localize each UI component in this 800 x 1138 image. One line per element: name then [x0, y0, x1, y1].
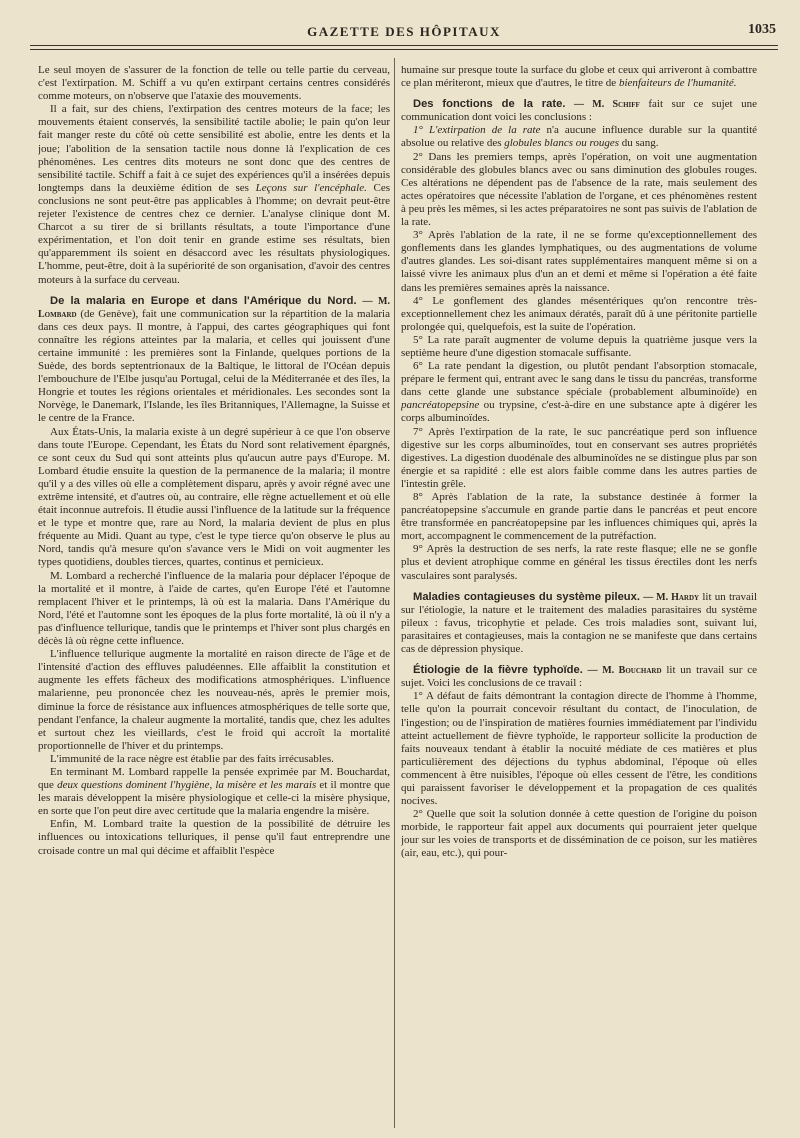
- section-rate: Des fonctions de la rate. — M. Schiff fait sur ce sujet une communication dont voici les conclusions :: [401, 98, 757, 124]
- header-rule: [30, 45, 778, 46]
- page-number: 1035: [748, 22, 776, 37]
- paragraph: L'immunité de la race nègre est établie par des faits irrécusables.: [50, 752, 334, 765]
- journal-title: GAZETTE DES HÔPITAUX: [307, 24, 501, 39]
- author: — M. Schiff: [573, 99, 640, 111]
- left-column: [38, 64, 390, 1129]
- column-separator: [394, 58, 395, 1128]
- right-column: [401, 64, 757, 1129]
- section-malaria: De la malaria en Europe et dans l'Amérique du Nord. — M. Lombard (de Genève), fait une communication sur la répartition de la malaria dans ces deux pays. Il montre, à l'appui, des cartes géographiques qui font connaître les régions atteintes par la malaria, et celles qui jouissent d'une certaine immunité : les premières sont la Finlande, quelques portions de la Suède, des bords septentrionaux de la Baltique, le littoral de l'Océan depuis l'embouchure de l'Elbe jusqu'au Portugal, celui de la Méditerranée et des îles, la Hongrie et toutes les régions orientales et méridionales. Les secondes sont la Norvège, le Danemark, l'Islande, les îles Britanniques, l'Allemagne, la Suisse et le centre de la France.: [38, 294, 390, 425]
- paragraph: Aux États-Unis, la malaria existe à un degré supérieur à ce que l'on observe dans toute l'Europe. Cependant, les États du Nord sont relativement épargnés, ce sont ceux du Sud qui sont atteints plus qu'aucun autre pays d'Europe. M. Lombard étudie ensuite la question de la permanence de la malaria; il montre qu'il y a des villes où elle a complètement disparu, après y avoir régné avec une extrême intensité, et d'autres où, au contraire, elle règne actuellement et où elle était inconnue autrefois. Il étudie aussi l'influence de la latitude sur la fréquence et le type et montre que, rare au Nord, la malaria devient de plus en plus fréquente au Midi. Quant au type, c'est le type tierce qu'on observe le plus au Nord, tandis qu'à mesure qu'on s'avance vers le Midi on voit augmenter les types quotidiens, doubles tierces, quartes, continus et pernicieux.: [38, 425, 390, 569]
- section-title: Étiologie de la fièvre typhoïde.: [413, 664, 583, 677]
- author: — M. Lombard: [38, 295, 390, 320]
- conclusion-item: 4° Le gonflement des glandes mésentériques qu'on rencontre très-exceptionnellement chez les animaux dératés, paraît dû à une péritonite partielle prolongée qui, quelquefois, est la suite de l'opération.: [401, 294, 757, 333]
- header-rule-thin: [30, 49, 778, 50]
- conclusion-item: 5° La rate paraît augmenter de volume depuis la quatrième jusque vers la septième heure d'une digestion stomacale suffisante.: [401, 333, 757, 359]
- conclusion-item: 7° Après l'extirpation de la rate, le suc pancréatique perd son influence digestive sur les corps albuminoïdes, tout en conservant ses autres propriétés digestives. La digestion duodénale des albuminoïdes ne se distingue plus par son énergie et sa rapidité : elle est alors faible comme dans les autres parties de l'intestin grêle.: [401, 425, 757, 490]
- conclusion-item: 6° La rate pendant la digestion, ou plutôt pendant l'absorption stomacale, prépare le ferment qui, entrant avec le sang dans le tissu du pancréas, transforme dans cette glande une substance spéciale (probablement albuminoïde) en pancréatopepsine ou trypsine, c'est-à-dire en une substance apte à digérer les corps albuminoïdes.: [401, 360, 757, 425]
- conclusion-item: 1° L'extirpation de la rate n'a aucune influence durable sur la quantité absolue ou relative des globules blancs ou rouges du sang.: [401, 124, 757, 150]
- conclusion-item: 1° A défaut de faits démontrant la contagion directe de l'homme à l'homme, telle qu'on la pourrait concevoir résultant du contact, de l'inoculation, de l'ingestion; ou de l'inspiration de matières fournies immédiatement par l'individu atteint actuellement de fièvre typhoïde, le rapporteur sollicite la production de faits nouveaux tendant à établir la nocuité médiate de ces matières et plus particulièrement des déjections du typhus abdominal, l'époque où elles commencent à être nuisibles, l'époque où elles cessent de l'être, les conditions qui paraissent favoriser le développement et la propagation de ces qualités nocives.: [401, 690, 757, 808]
- section-title: Maladies contagieuses du système pileux.: [413, 590, 640, 603]
- section-title: De la malaria en Europe et dans l'Amérique du Nord.: [50, 294, 357, 307]
- section-maladies-pileux: Maladies contagieuses du système pileux. — M. Hardy lit un travail sur l'étiologie, la nature et le traitement des maladies parasitaires du système pileux : favus, tricophytie et pelade. Ces trois maladies sont, suivant lui, parasitaires et contagieuses, mais la contagion ne se manifeste que dans certains cas de dépression physique.: [401, 590, 757, 656]
- author: — M. Hardy: [643, 591, 700, 603]
- conclusion-item: 9° Après la destruction de ses nerfs, la rate reste flasque; elle ne se gonfle plus et devient atrophique comme en général les tissus érectiles dont les nerfs vasculaires sont paralysés.: [401, 543, 757, 582]
- paragraph: Enfin, M. Lombard traite la question de la possibilité de détruire les influences ou intoxications telluriques, il pense qu'il faut entreprendre une croisade contre un mal qui décime et affaiblit l'espèce: [38, 818, 390, 857]
- section-title: Des fonctions de la rate.: [413, 98, 566, 111]
- author: — M. Bouchard: [587, 665, 662, 677]
- paragraph: Il a fait, sur des chiens, l'extirpation des centres moteurs de la face; les mouvements étaient conservés, la sensibilité tactile abolie; le pain qu'on leur fait manger reste du côté où cette sensibilité est abolie, entre les dents et la joue; l'abolition de la sensation tactile nous donne là l'explication de ces phénomènes. Les centres dits moteurs ne sont donc que des centres de sensibilité tactile. Schiff a fait à ce sujet des expériences qu'il a insérées depuis longtemps dans la deuxième édition de ses Leçons sur l'encéphale. Ces conclusions ne sont peut-être pas applicables à l'homme; on devrait peut-être rejeter l'existence de centres chez ce dernier. L'analyse clinique dont M. Charcot a su tirer de si brillants résultats, a toute l'importance d'une expérimentation, et l'on doit tenir en grande estime ses résultats, bien qu'apparemment ils soient en désaccord avec les résultats physiologiques. L'homme, peut-être, doit à la supériorité de son organisation, d'avoir des centres moteurs à la surface du cerveau.: [38, 103, 390, 286]
- paragraph: En terminant M. Lombard rappelle la pensée exprimée par M. Bouchardat, que deux questions dominent l'hygiène, la misère et les marais et il montre que les marais développent la misère physiologique et celle-ci la misère physique, en sorte que l'on peut dire avec certitude que la malaria engendre la misère.: [38, 765, 390, 818]
- conclusion-item: 3° Après l'ablation de la rate, il ne se forme qu'exceptionnellement des gonflements dans les glandes lymphatiques, ou des augmentations de volume d'autres glandes. Les soi-disant rates supplémentaires manquent même si on a laissé vivre les animaux plus d'un an et demi et même si l'opération a été faite dans les premières semaines après la naissance.: [401, 229, 757, 294]
- paragraph: L'influence tellurique augmente la mortalité en raison directe de l'âge et de l'intensité d'action des effluves paludéennes. Elle affaiblit la constitution et augmente les effets fâcheux des modifications atmosphériques. L'influence malarienne, peu prononcée chez les nouveau-nés, après le premier mois, diminue la force de résistance aux influences atmosphériques de telle sorte que, pendant l'enfance, la chaleur augmente la mortalité, tandis que, chez les adultes et surtout chez les vieillards, c'est le froid qui accroît la mortalité proportionnelle de l'hiver et du printemps.: [38, 648, 390, 752]
- conclusion-item: 2° Quelle que soit la solution donnée à cette question de l'origine du poison morbide, le rapporteur fait appel aux documents qui pourraient jeter quelque jour sur les voies de transports et de dissémination de ce poison, sur les matières (air, eau, etc.), qui pour-: [401, 808, 757, 860]
- page-header: [30, 22, 778, 44]
- paragraph: M. Lombard a recherché l'influence de la malaria pour déplacer l'époque de la mortalité et il montre, à l'aide de cartes, qu'en Europe l'été et l'automne remplacent l'hiver et le printemps, là où est la malaria. Dans l'Amérique du Nord, l'été et l'automne sont les époques de la plus forte mortalité, là où il n'y a pas d'influence tellurique, tandis que le printemps et l'hiver sont plus chargés en décès là où règne cette influence.: [38, 569, 390, 648]
- section-fievre-typhoide: Étiologie de la fièvre typhoïde. — M. Bouchard lit un travail sur ce sujet. Voici les conclusions de ce travail :: [401, 664, 757, 690]
- paragraph: humaine sur presque toute la surface du globe et ceux qui arriveront à combattre ce plan mériteront, mieux que d'autres, le titre de bienfaiteurs de l'humanité.: [401, 64, 757, 90]
- conclusion-item: 8° Après l'ablation de la rate, la substance destinée à former la pancréatopepsine s'accumule en grande partie dans le pancréas et peut encore être transformée en pancréatopepsine par les influences chimiques qui, après la mort, accompagnent le commencement de la putréfaction.: [401, 491, 757, 543]
- paragraph: Le seul moyen de s'assurer de la fonction de telle ou telle partie du cerveau, c'est l'extirpation. M. Schiff a vu qu'en extirpant certains centres considérés comme moteurs, on n'observe que l'ataxie des mouvements.: [38, 64, 390, 103]
- conclusion-item: 2° Dans les premiers temps, après l'opération, on voit une augmentation considérable des globules blancs avec ou sans diminution des globules rouges. Ces altérations ne dépendent pas de l'absence de la rate, mais seulement des actes opératoires que nécessite l'ablation de l'organe, et ces phénomènes restent à peu près les mêmes, si les actes préparatoires ne sont pas suivis de l'ablation de la rate.: [401, 150, 757, 229]
